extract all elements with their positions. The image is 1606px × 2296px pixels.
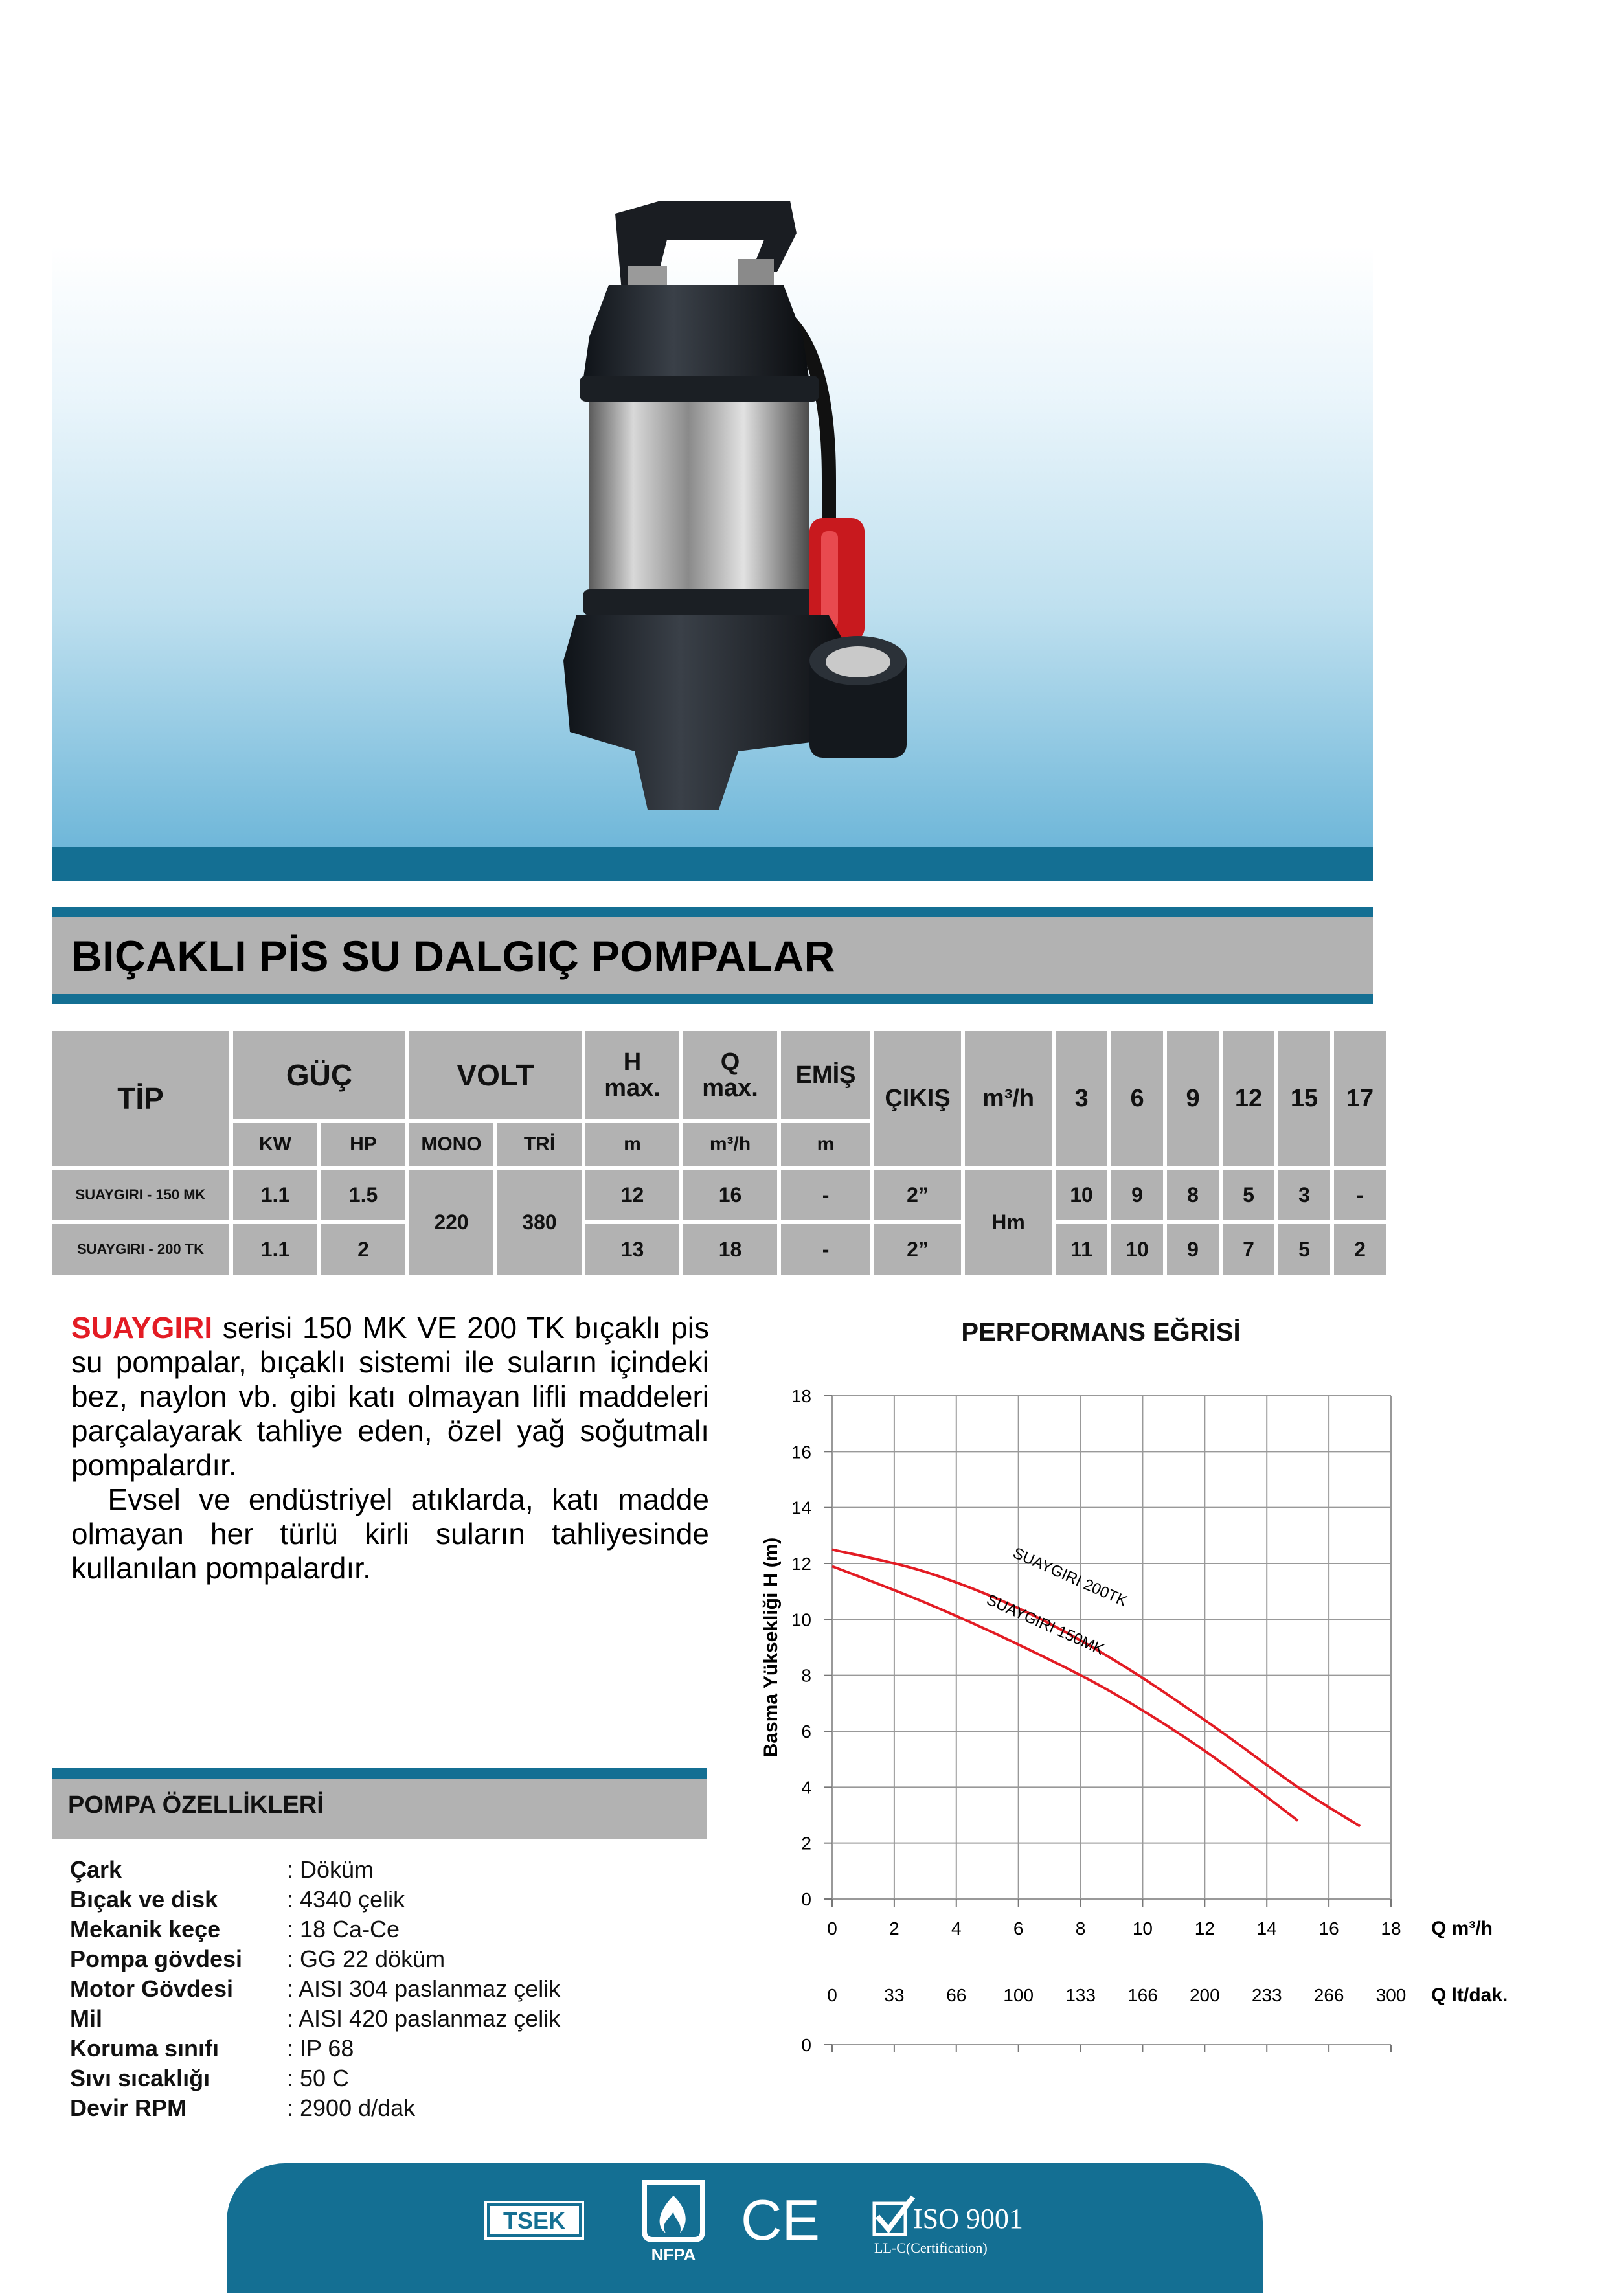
description-paragraph-2: Evsel ve endüstriyel atıklarda, katı madde olmayan her türlü kirli suların tahliyesinde kullanılan pompalardır. — [71, 1483, 709, 1585]
x2-zero-label: 0 — [801, 2035, 811, 2055]
unit-emis: m — [781, 1123, 870, 1166]
y-tick-label: 2 — [801, 1833, 811, 1854]
x2-axis-label: Q lt/dak. — [1431, 1984, 1508, 2006]
row2-kw: 1.1 — [233, 1224, 317, 1275]
y-axis-label: Basma Yüksekliği H (m) — [760, 1537, 782, 1758]
header-tip: TİP — [52, 1031, 229, 1166]
title-bottom-bar — [52, 994, 1373, 1004]
header-flow-9: 9 — [1167, 1031, 1219, 1166]
row1-hmax: 12 — [585, 1170, 679, 1220]
y-tick-label: 4 — [801, 1777, 811, 1798]
pump-product-image — [505, 194, 945, 816]
svg-text:LL-C(Certification): LL-C(Certification) — [874, 2240, 988, 2256]
row2-h-3: 11 — [1056, 1224, 1107, 1275]
row1-hp: 1.5 — [321, 1170, 405, 1220]
feature-key: Pompa gövdesi — [70, 1946, 243, 1972]
tsek-logo — [486, 2202, 583, 2238]
row1-h-3: 10 — [1056, 1170, 1107, 1220]
header-flow-15: 15 — [1278, 1031, 1330, 1166]
x2-tick-label: 266 — [1313, 1985, 1344, 2005]
brand-name: SUAYGIRI — [71, 1311, 213, 1345]
y-tick-label: 0 — [801, 1889, 811, 1909]
header-hmax-line2: max. — [604, 1074, 661, 1102]
row2-qmax: 18 — [683, 1224, 777, 1275]
feature-value: : 2900 d/dak — [287, 2095, 416, 2121]
list-item — [70, 1974, 718, 2004]
row2-cikis: 2” — [874, 1224, 961, 1275]
header-qmax-line1: Q — [720, 1049, 740, 1076]
spec-table — [48, 1027, 1390, 1279]
table-row — [52, 1170, 1386, 1220]
chart-title: PERFORMANS EĞRİSİ — [961, 1318, 1241, 1347]
tri-value: 380 — [497, 1170, 582, 1275]
list-item — [70, 1915, 718, 1944]
list-item — [70, 2034, 718, 2063]
page-title: BIÇAKLI PİS SU DALGIÇ POMPALAR — [71, 932, 835, 980]
feature-value: : 18 Ca-Ce — [287, 1916, 400, 1942]
header-cikis: ÇIKIŞ — [874, 1031, 961, 1166]
x-tick-label: 12 — [1194, 1918, 1215, 1938]
x2-tick-label: 33 — [884, 1985, 905, 2005]
row1-h-15: 3 — [1278, 1170, 1330, 1220]
header-hmax-line1: H — [623, 1049, 642, 1076]
performance-chart — [738, 1360, 1606, 2092]
header-guc: GÜÇ — [233, 1031, 405, 1119]
x-axis-label: Q m³/h — [1431, 1918, 1493, 1939]
row2-h-12: 7 — [1223, 1224, 1274, 1275]
header-qmax-line2: max. — [702, 1074, 758, 1102]
feature-value: : AISI 420 paslanmaz çelik — [287, 2005, 561, 2032]
feature-key: Koruma sınıfı — [70, 2035, 220, 2062]
header-volt: VOLT — [409, 1031, 582, 1119]
feature-value: : AISI 304 paslanmaz çelik — [287, 1975, 561, 2002]
row1-tip: SUAYGIRI - 150 MK — [52, 1170, 229, 1220]
x-tick-label: 6 — [1013, 1918, 1024, 1938]
svg-text:CE: CE — [740, 2188, 820, 2252]
y-tick-label: 10 — [791, 1609, 811, 1630]
series-label: SUAYGIRI 200TK — [1010, 1544, 1130, 1611]
y-tick-label: 14 — [791, 1497, 811, 1518]
row1-h-9: 8 — [1167, 1170, 1219, 1220]
product-description — [71, 1311, 709, 1586]
x2-tick-label: 0 — [827, 1985, 837, 2005]
row1-kw: 1.1 — [233, 1170, 317, 1220]
nfpa-logo — [644, 2183, 703, 2264]
x-tick-label: 18 — [1381, 1918, 1401, 1938]
feature-key: Çark — [70, 1856, 122, 1883]
x-tick-label: 0 — [827, 1918, 837, 1938]
header-qmax — [683, 1031, 777, 1119]
feature-value: : GG 22 döküm — [287, 1946, 446, 1972]
feature-key: Motor Gövdesi — [70, 1975, 234, 2002]
header-flow-6: 6 — [1111, 1031, 1163, 1166]
list-item — [70, 2093, 718, 2123]
list-item — [70, 2004, 718, 2034]
unit-h: m — [585, 1123, 679, 1166]
x2-tick-label: 300 — [1375, 1985, 1407, 2005]
feature-key: Bıçak ve disk — [70, 1886, 218, 1913]
svg-text:NFPA: NFPA — [651, 2245, 696, 2264]
y-tick-label: 12 — [791, 1554, 811, 1574]
x2-tick-label: 233 — [1251, 1985, 1282, 2005]
row1-qmax: 16 — [683, 1170, 777, 1220]
feature-key: Mekanik keçe — [70, 1916, 221, 1942]
features-title: POMPA ÖZELLİKLERİ — [68, 1791, 324, 1819]
footer-band — [227, 2163, 1263, 2293]
x-tick-label: 14 — [1256, 1918, 1277, 1938]
hm-label: Hm — [965, 1170, 1052, 1275]
iso-9001-logo — [874, 2197, 1023, 2256]
y-tick-label: 8 — [801, 1665, 811, 1686]
row2-h-17: 2 — [1334, 1224, 1386, 1275]
unit-tri: TRİ — [497, 1123, 582, 1166]
feature-key: Mil — [70, 2005, 102, 2032]
certification-logos — [227, 2163, 1263, 2293]
mono-value: 220 — [409, 1170, 493, 1275]
unit-hp: HP — [321, 1123, 405, 1166]
feature-key: Sıvı sıcaklığı — [70, 2065, 210, 2091]
row1-cikis: 2” — [874, 1170, 961, 1220]
x-tick-label: 8 — [1075, 1918, 1086, 1938]
row2-tip: SUAYGIRI - 200 TK — [52, 1224, 229, 1275]
row2-h-15: 5 — [1278, 1224, 1330, 1275]
unit-mono: MONO — [409, 1123, 493, 1166]
features-top-bar — [52, 1768, 707, 1779]
header-flow-3: 3 — [1056, 1031, 1107, 1166]
row2-h-6: 10 — [1111, 1224, 1163, 1275]
x-tick-label: 2 — [889, 1918, 899, 1938]
x2-tick-label: 200 — [1189, 1985, 1220, 2005]
header-flow-17: 17 — [1334, 1031, 1386, 1166]
list-item — [70, 1885, 718, 1915]
svg-text:ISO 9001: ISO 9001 — [913, 2203, 1023, 2234]
ce-logo — [741, 2188, 820, 2252]
row2-hmax: 13 — [585, 1224, 679, 1275]
row1-h-17: - — [1334, 1170, 1386, 1220]
row1-emis: - — [781, 1170, 870, 1220]
header-flow-12: 12 — [1223, 1031, 1274, 1166]
row2-emis: - — [781, 1224, 870, 1275]
y-tick-label: 18 — [791, 1386, 811, 1406]
feature-value: : Döküm — [287, 1856, 374, 1883]
x2-tick-label: 166 — [1127, 1985, 1158, 2005]
table-row — [52, 1224, 1386, 1275]
x-tick-label: 4 — [951, 1918, 962, 1938]
header-emis: EMİŞ — [781, 1031, 870, 1119]
row1-h-12: 5 — [1223, 1170, 1274, 1220]
title-top-bar — [52, 907, 1373, 917]
list-item — [70, 2063, 718, 2093]
list-item — [70, 1944, 718, 1974]
feature-value: : 4340 çelik — [287, 1886, 405, 1913]
features-list — [70, 1855, 718, 2123]
y-tick-label: 16 — [791, 1442, 811, 1462]
series-label: SUAYGIRI 150MK — [984, 1591, 1107, 1659]
row1-h-6: 9 — [1111, 1170, 1163, 1220]
x-tick-label: 10 — [1132, 1918, 1153, 1938]
feature-key: Devir RPM — [70, 2095, 187, 2121]
unit-q: m³/h — [683, 1123, 777, 1166]
x2-tick-label: 133 — [1065, 1985, 1096, 2005]
row2-hp: 2 — [321, 1224, 405, 1275]
x2-tick-label: 100 — [1003, 1985, 1034, 2005]
list-item — [70, 1855, 718, 1885]
feature-value: : 50 C — [287, 2065, 350, 2091]
row2-h-9: 9 — [1167, 1224, 1219, 1275]
hero-divider-bar — [52, 847, 1373, 881]
description-paragraph-1: serisi 150 MK VE 200 TK bıçaklı pis su pompalar, bıçaklı sistemi ile suların içindeki bez, naylon vb. gibi katı olmayan lifli maddeleri parçalayarak tahliye eden, özel yağ soğutmalı pompalardır. — [71, 1311, 709, 1482]
svg-text:TSEK: TSEK — [503, 2207, 566, 2234]
x2-tick-label: 66 — [946, 1985, 967, 2005]
header-flow-unit: m³/h — [965, 1031, 1052, 1166]
header-hmax — [585, 1031, 679, 1119]
feature-value: : IP 68 — [287, 2035, 354, 2062]
y-tick-label: 6 — [801, 1722, 811, 1742]
x-tick-label: 16 — [1318, 1918, 1339, 1938]
unit-kw: KW — [233, 1123, 317, 1166]
series-line-150mk — [832, 1566, 1298, 1821]
